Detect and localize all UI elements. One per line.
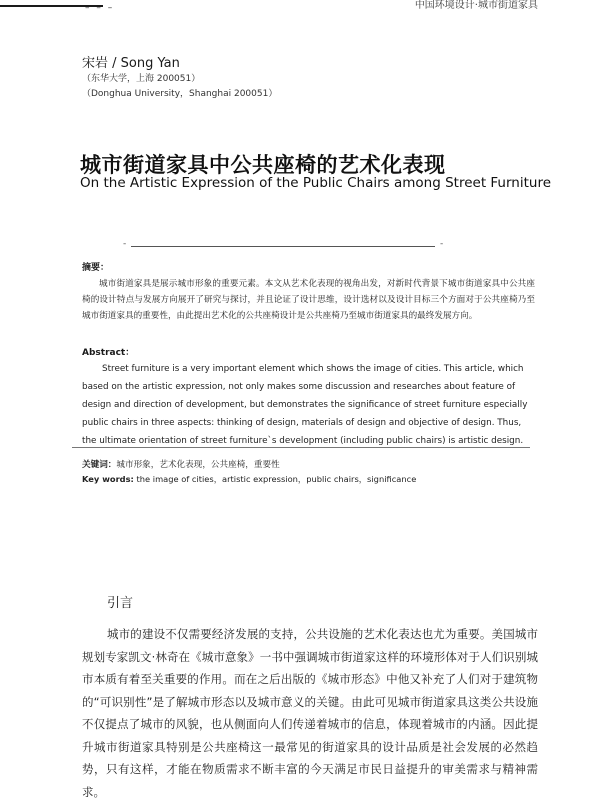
divider-dot-right: - <box>440 239 444 249</box>
keywords-en-text: the image of cities，artistic expression，public chairs，significance <box>136 474 417 484</box>
section-body: 城市的建设不仅需要经济发展的支持，公共设施的艺术化表达也尤为重要。美国城市规划专家凯文·林奇在《城市意象》一书中强调城市街道家这样的环境形体对于人们识别城市本质有着至关重要的作用。而在之后出版的《城市形态》中他又补充了人们对于建筑物的“可识别性”是了解城市形态以及城市意义的关键。由此可见城市街道家具这类公共设施不仅提点了城市的风貌，也从侧面向人们传递着城市的信息，体现着城市的内涵。因此提升城市街道家具特别是公共座椅这一最常见的街道家具的设计品质是社会发展的必然趋势，只有这样，才能在物质需求不断丰富的今天满足市民日益提升的审美需求与精神需求。 <box>82 627 538 799</box>
abstract-cn-label: 摘要： <box>82 263 110 273</box>
abstract-cn-text: 城市街道家具是展示城市形象的重要元素。本文从艺术化表现的视角出发，对新时代背景下城市街道家具中公共座椅的设计特点与发展方向展开了研究与探讨，并且论证了设计思维，设计选材以及设计目标三个方面对于公共座椅乃至城市街道家具的重要性，由此提出艺术化的公共座椅设计是公共座椅乃至城市街道家具的最终发展方向。 <box>82 279 535 321</box>
title-en: On the Artistic Expression of the Public Chairs among Street Furniture <box>80 175 552 191</box>
author-name: 宋岩 / Song Yan <box>82 56 180 71</box>
abstract-en-label: Abstract： <box>82 348 135 358</box>
keywords-en-label: Key words: <box>82 474 134 484</box>
keywords-cn-label: 关键词： <box>82 460 117 470</box>
divider-dot-left: - <box>123 239 127 249</box>
journal-title: 中国环境设计·城市街道家具 <box>414 0 538 11</box>
affiliation-en: （Donghua University，Shanghai 200051） <box>82 89 278 99</box>
keywords-cn-text: 城市形象，艺术化表现，公共座椅，重要性 <box>116 460 280 470</box>
keywords-divider <box>72 447 530 448</box>
keywords-en <box>82 473 416 485</box>
header-marks: – – – <box>85 3 115 13</box>
title-cn: 城市街道家具中公共座椅的艺术化表现 <box>80 152 446 177</box>
keywords-cn <box>82 458 280 470</box>
abstract-en-text: Street furniture is a very important element which shows the image of cities. This article, which based on the artistic expression, not only makes some discussion and researches about feature of design and direction of development, but demonstrates the significance of street furniture especially public chairs in three aspects: thinking of design, materials of design and objective of design. Thus, the ultimate orientation of street furniture`s development (including public chairs) is artistic design. <box>82 364 528 446</box>
affiliation-cn: （东华大学，上海 200051） <box>82 74 201 84</box>
divider-line <box>131 246 435 247</box>
section-heading: 引言 <box>107 596 134 611</box>
